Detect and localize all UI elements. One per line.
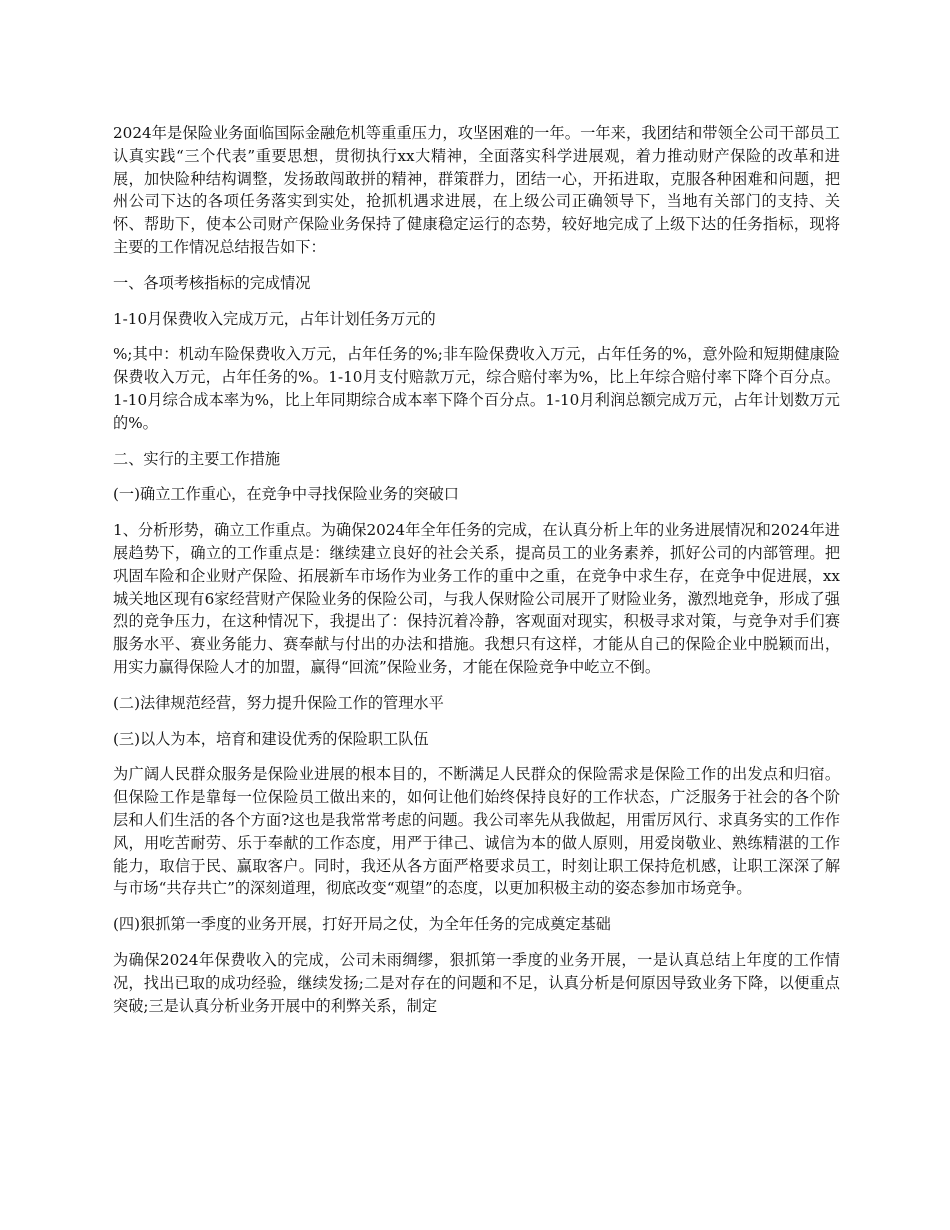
- heading-section-1: 一、各项考核指标的完成情况: [113, 273, 311, 292]
- document-body: [113, 122, 840, 1030]
- heading-section-2: 二、实行的主要工作措施: [113, 449, 281, 468]
- subheading-4: (四)狠抓第一季度的业务开展，打好开局之仗，为全年任务的完成奠定基础: [113, 915, 611, 934]
- paragraph-premium-income: 1-10月保费收入完成万元，占年计划任务万元的: [113, 309, 436, 328]
- paragraph-analysis: 1、分析形势，确立工作重点。为确保2024年全年任务的完成，在认真分析上年的业务进展情况和2024年进展趋势下，确立的工作重点是：继续建立良好的社会关系，提高员工的业务素养，抓好公司的内部管理。把巩固车险和企业财产保险、拓展新车市场作为业务工作的重中之重，在竞争中求生存，在竞争中促进展，xx城关地区现有6家经营财产保险业务的保险公司，与我人保财险公司展开了财险业务，激烈地竞争，形成了强烈的竞争压力，在这种情况下，我提出了：保持沉着冷静，客观面对现实，积极寻求对策，与竞争对手们赛服务水平、赛业务能力、赛奉献与付出的办法和措施。我想只有这样，才能从自己的保险企业中脱颖而出，用实力赢得保险人才的加盟，赢得“回流”保险业务，才能在保险竞争中屹立不倒。: [113, 521, 840, 676]
- paragraph-staff: 为广阔人民群众服务是保险业进展的根本目的，不断满足人民群众的保险需求是保险工作的出发点和归宿。但保险工作是靠每一位保险员工做出来的，如何让他们始终保持良好的工作状态，广泛服务于社会的各个阶层和人们生活的各个方面?这也是我常常考虑的问题。我公司率先从我做起，用雷厉风行、求真务实的工作作风，用吃苦耐劳、乐于奉献的工作态度，用严于律己、诚信为本的做人原则，用爱岗敬业、熟练精湛的工作能力，取信于民、赢取客户。同时，我还从各方面严格要求员工，时刻让职工保持危机感，让职工深深了解与市场“共存共亡”的深刻道理，彻底改变“观望”的态度，以更加积极主动的姿态参加市场竞争。: [113, 765, 840, 898]
- subheading-1: (一)确立工作重心，在竞争中寻找保险业务的突破口: [113, 485, 459, 504]
- paragraph-intro: 2024年是保险业务面临国际金融危机等重重压力，攻坚困难的一年。一年来，我团结和带领全公司干部员工认真实践“三个代表”重要思想，贯彻执行xx大精神，全面落实科学进展观，着力推动财产保险的改革和进展，加快险种结构调整，发扬敢闯敢拼的精神，群策群力，团结一心，开拓进取，克服各种困难和问题，把州公司下达的各项任务落实到实处，抢抓机遇求进展，在上级公司正确领导下，当地有关部门的支持、关怀、帮助下，使本公司财产保险业务保持了健康稳定运行的态势，较好地完成了上级下达的任务指标，现将主要的工作情况总结报告如下：: [113, 124, 840, 256]
- subheading-2: (二)法律规范经营，努力提升保险工作的管理水平: [113, 693, 444, 712]
- paragraph-indicators: %;其中：机动车险保费收入万元，占年任务的%;非车险保费收入万元，占年任务的%，意外险和短期健康险保费收入万元，占年任务的%。1-10月支付赔款万元，综合赔付率为%，比上年综合赔付率下降个百分点。1-10月综合成本率为%，比上年同期综合成本率下降个百分点。1-10月利润总额完成万元，占年计划数万元的%。: [113, 345, 840, 432]
- subheading-3: (三)以人为本，培育和建设优秀的保险职工队伍: [113, 729, 429, 748]
- paragraph-first-quarter: 为确保2024年保费收入的完成，公司未雨绸缪，狠抓第一季度的业务开展，一是认真总结上年度的工作情况，找出已取的成功经验，继续发扬;二是对存在的问题和不足，认真分析是何原因导致业务下降，以便重点突破;三是认真分析业务开展中的利弊关系，制定: [113, 950, 840, 1015]
